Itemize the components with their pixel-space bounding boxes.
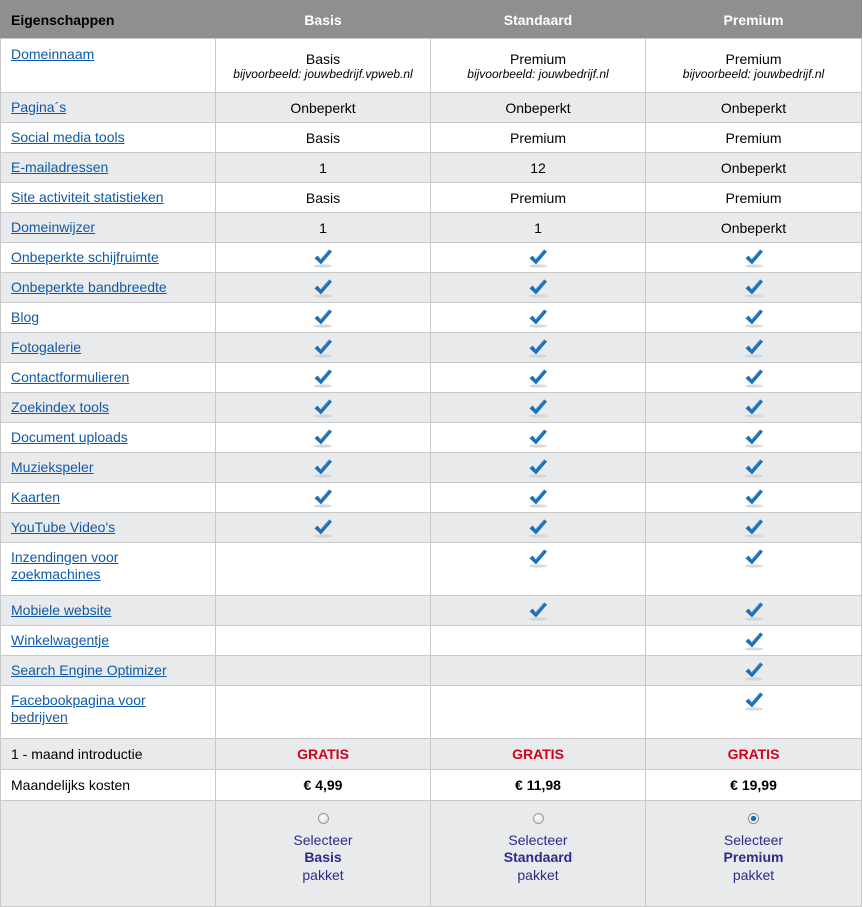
price-cell-basis [216, 770, 431, 801]
table-row [1, 363, 862, 393]
check-cell-basis [216, 596, 431, 626]
price-value: € 4,99 [303, 777, 343, 793]
value-cell-premium: Premium [646, 123, 862, 153]
table-row [1, 183, 862, 213]
check-cell-basis [216, 333, 431, 363]
check-cell-premium [646, 626, 862, 656]
checkmark-icon [743, 630, 765, 652]
check-cell-premium [646, 483, 862, 513]
check-cell-premium [646, 423, 862, 453]
checkmark-icon [527, 487, 549, 509]
select-cell-standaard [431, 801, 646, 907]
select-basis-option[interactable] [216, 801, 430, 884]
checkmark-icon [312, 247, 334, 269]
select-prefix: Selecteer [723, 831, 784, 848]
value-cell-basis: Basis [216, 123, 431, 153]
table-row-domain [1, 39, 862, 93]
check-cell-standaard [431, 626, 646, 656]
checkmark-icon [312, 457, 334, 479]
value-cell-basis: Basis [216, 183, 431, 213]
table-row [1, 626, 862, 656]
check-cell-premium [646, 453, 862, 483]
table-row [1, 273, 862, 303]
value-cell-standaard: 1 [431, 213, 646, 243]
checkmark-icon [312, 427, 334, 449]
header-plan-basis: Basis [216, 1, 431, 39]
checkmark-icon [312, 337, 334, 359]
table-row [1, 393, 862, 423]
feature-link[interactable]: Facebookpagina voor bedrijven [11, 692, 146, 725]
check-cell-standaard [431, 303, 646, 333]
radio-premium[interactable] [748, 813, 759, 824]
table-row [1, 656, 862, 686]
check-cell-premium [646, 543, 862, 596]
value-cell-standaard: Onbeperkt [431, 93, 646, 123]
checkmark-icon [527, 307, 549, 329]
feature-link[interactable]: YouTube Video's [11, 519, 116, 535]
gratis-badge: GRATIS [512, 746, 564, 762]
value-cell-standaard: 12 [431, 153, 646, 183]
checkmark-icon [312, 367, 334, 389]
check-cell-premium [646, 513, 862, 543]
table-row [1, 243, 862, 273]
checkmark-icon [527, 457, 549, 479]
check-cell-basis [216, 513, 431, 543]
check-cell-basis [216, 453, 431, 483]
checkmark-icon [743, 660, 765, 682]
table-row [1, 513, 862, 543]
value-cell-premium: Onbeperkt [646, 213, 862, 243]
header-features: Eigenschappen [1, 1, 216, 39]
check-cell-basis [216, 483, 431, 513]
check-cell-basis [216, 273, 431, 303]
checkmark-icon [743, 247, 765, 269]
empty-cell [1, 801, 216, 907]
radio-basis[interactable] [318, 813, 329, 824]
domain-value: Premium [509, 50, 566, 67]
checkmark-icon [312, 307, 334, 329]
check-cell-standaard [431, 363, 646, 393]
table-row-select [1, 801, 862, 907]
checkmark-icon [743, 487, 765, 509]
checkmark-icon [743, 427, 765, 449]
checkmark-icon [743, 337, 765, 359]
domain-cell-basis [216, 39, 431, 93]
table-row [1, 543, 862, 596]
select-prefix: Selecteer [293, 831, 353, 848]
checkmark-icon [527, 547, 549, 569]
select-standaard-option[interactable] [431, 801, 645, 884]
feature-cell [1, 483, 216, 513]
select-prefix: Selecteer [508, 831, 568, 848]
price-cell-standaard [431, 770, 646, 801]
feature-link-domeinnaam[interactable]: Domeinnaam [11, 46, 95, 62]
checkmark-icon [743, 517, 765, 539]
check-cell-standaard [431, 393, 646, 423]
domain-cell-premium [646, 39, 862, 93]
check-cell-standaard [431, 333, 646, 363]
feature-link[interactable]: Blog [11, 309, 40, 325]
select-suffix: pakket [732, 866, 775, 883]
checkmark-icon [527, 397, 549, 419]
check-cell-basis [216, 303, 431, 333]
price-value: € 11,98 [515, 777, 561, 793]
feature-cell [1, 393, 216, 423]
feature-cell [1, 303, 216, 333]
feature-link[interactable]: Inzendingen voor zoekmachines [11, 549, 119, 582]
select-cell-basis [216, 801, 431, 907]
checkmark-icon [743, 307, 765, 329]
check-cell-basis [216, 393, 431, 423]
checkmark-icon [527, 427, 549, 449]
feature-cell [1, 543, 216, 596]
checkmark-icon [743, 547, 765, 569]
intro-label: 1 - maand introductie [1, 739, 216, 770]
feature-cell [1, 513, 216, 543]
check-cell-standaard [431, 656, 646, 686]
feature-cell [1, 183, 216, 213]
feature-link[interactable]: Muziekspeler [11, 459, 94, 475]
feature-cell [1, 333, 216, 363]
table-row [1, 596, 862, 626]
check-cell-standaard [431, 543, 646, 596]
feature-link[interactable]: Zoekindex tools [11, 399, 110, 415]
price-label: Maandelijks kosten [1, 770, 216, 801]
radio-standaard[interactable] [533, 813, 544, 824]
feature-link[interactable]: Contactformulieren [11, 369, 130, 385]
gratis-badge: GRATIS [297, 746, 349, 762]
checkmark-icon [527, 367, 549, 389]
check-cell-premium [646, 243, 862, 273]
price-value: € 19,99 [730, 777, 777, 793]
check-cell-basis [216, 656, 431, 686]
feature-link[interactable]: Site activiteit statistieken [11, 189, 164, 205]
checkmark-icon [312, 517, 334, 539]
feature-link[interactable]: Onbeperkte schijfruimte [11, 249, 159, 265]
checkmark-icon [743, 690, 765, 712]
feature-cell [1, 363, 216, 393]
check-cell-standaard [431, 453, 646, 483]
intro-cell-standaard [431, 739, 646, 770]
checkmark-icon [527, 517, 549, 539]
check-cell-standaard [431, 483, 646, 513]
header-plan-standaard: Standaard [431, 1, 646, 39]
check-cell-basis [216, 363, 431, 393]
table-row [1, 453, 862, 483]
table-row [1, 153, 862, 183]
checkmark-icon [743, 457, 765, 479]
check-cell-standaard [431, 686, 646, 739]
feature-cell [1, 626, 216, 656]
feature-link[interactable]: Onbeperkte bandbreedte [11, 279, 167, 295]
feature-cell [1, 153, 216, 183]
table-row [1, 303, 862, 333]
check-cell-standaard [431, 596, 646, 626]
header-plan-premium: Premium [646, 1, 862, 39]
domain-example: bijvoorbeeld: jouwbedrijf.vpweb.nl [233, 66, 413, 81]
domain-value: Basis [305, 50, 341, 67]
check-cell-premium [646, 393, 862, 423]
feature-cell [1, 243, 216, 273]
select-suffix: pakket [517, 866, 559, 883]
select-suffix: pakket [302, 866, 344, 883]
feature-cell [1, 213, 216, 243]
feature-link[interactable]: Document uploads [11, 429, 128, 445]
feature-cell [1, 453, 216, 483]
intro-cell-premium [646, 739, 862, 770]
checkmark-icon [743, 277, 765, 299]
check-cell-premium [646, 333, 862, 363]
checkmark-icon [527, 277, 549, 299]
table-row-price [1, 770, 862, 801]
checkmark-icon [527, 600, 549, 622]
select-cell-premium [646, 801, 862, 907]
checkmark-icon [312, 487, 334, 509]
select-plan-name: Basis [304, 849, 342, 865]
feature-cell [1, 123, 216, 153]
domain-example: bijvoorbeeld: jouwbedrijf.nl [467, 66, 609, 81]
check-cell-standaard [431, 273, 646, 303]
value-cell-standaard: Premium [431, 123, 646, 153]
feature-cell [1, 273, 216, 303]
feature-cell [1, 93, 216, 123]
table-row [1, 333, 862, 363]
value-cell-premium: Premium [646, 183, 862, 213]
feature-cell [1, 686, 216, 739]
table-row-intro [1, 739, 862, 770]
feature-link[interactable]: Mobiele website [11, 602, 112, 618]
value-cell-standaard: Premium [431, 183, 646, 213]
header-row [1, 1, 862, 39]
table-row [1, 483, 862, 513]
check-cell-premium [646, 273, 862, 303]
feature-link[interactable]: Winkelwagentje [11, 632, 110, 648]
check-cell-basis [216, 243, 431, 273]
checkmark-icon [743, 367, 765, 389]
checkmark-icon [312, 277, 334, 299]
check-cell-standaard [431, 423, 646, 453]
feature-cell [1, 596, 216, 626]
value-cell-basis: 1 [216, 213, 431, 243]
domain-cell-standaard [431, 39, 646, 93]
value-cell-basis: 1 [216, 153, 431, 183]
gratis-badge: GRATIS [727, 746, 780, 762]
feature-link[interactable]: Fotogalerie [11, 339, 82, 355]
checkmark-icon [527, 337, 549, 359]
check-cell-standaard [431, 513, 646, 543]
feature-cell [1, 423, 216, 453]
feature-link[interactable]: Pagina´s [11, 99, 67, 115]
value-cell-premium: Onbeperkt [646, 93, 862, 123]
feature-link[interactable]: E-mailadressen [11, 159, 109, 175]
feature-cell [1, 656, 216, 686]
table-row [1, 213, 862, 243]
checkmark-icon [527, 247, 549, 269]
feature-link[interactable]: Domeinwijzer [11, 219, 96, 235]
check-cell-basis [216, 686, 431, 739]
select-plan-name: Premium [723, 849, 784, 865]
table-row [1, 686, 862, 739]
feature-link[interactable]: Search Engine Optimizer [11, 662, 167, 678]
check-cell-basis [216, 423, 431, 453]
checkmark-icon [743, 397, 765, 419]
value-cell-premium: Onbeperkt [646, 153, 862, 183]
checkmark-icon [743, 600, 765, 622]
check-cell-premium [646, 363, 862, 393]
price-cell-premium [646, 770, 862, 801]
check-cell-standaard [431, 243, 646, 273]
domain-value: Premium [725, 50, 782, 67]
table-row [1, 123, 862, 153]
select-plan-name: Standaard [503, 849, 573, 865]
feature-link[interactable]: Social media tools [11, 129, 125, 145]
table-row [1, 93, 862, 123]
feature-link[interactable]: Kaarten [11, 489, 61, 505]
select-premium-option[interactable] [646, 801, 861, 884]
check-cell-premium [646, 596, 862, 626]
table-row [1, 423, 862, 453]
check-cell-premium [646, 303, 862, 333]
intro-cell-basis [216, 739, 431, 770]
domain-example: bijvoorbeeld: jouwbedrijf.nl [682, 66, 825, 81]
value-cell-basis: Onbeperkt [216, 93, 431, 123]
check-cell-premium [646, 656, 862, 686]
check-cell-basis [216, 626, 431, 656]
check-cell-premium [646, 686, 862, 739]
checkmark-icon [312, 397, 334, 419]
check-cell-basis [216, 543, 431, 596]
